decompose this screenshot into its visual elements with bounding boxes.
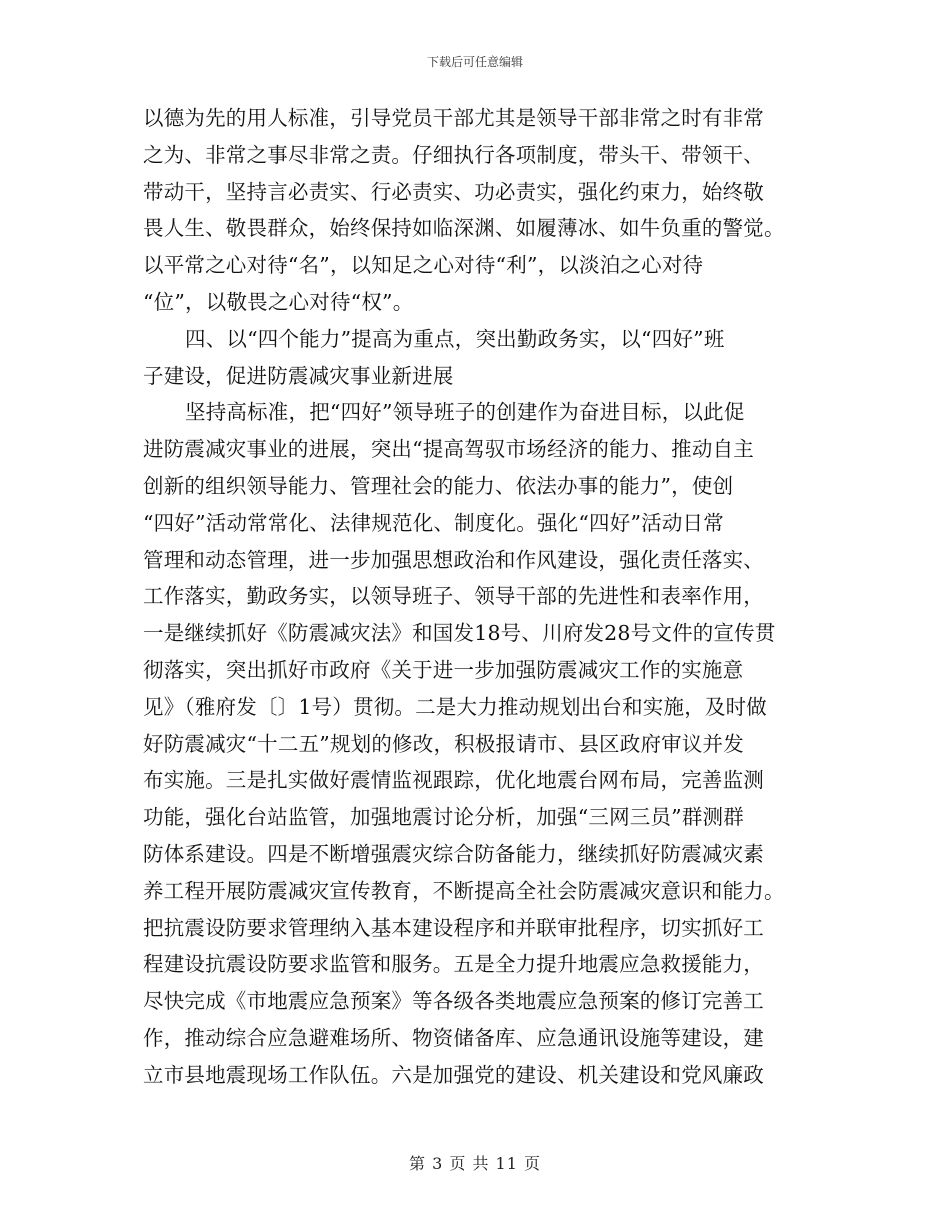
text-line: “四好”活动常常化、法律规范化、制度化。强化“四好”活动日常: [143, 510, 724, 535]
document-body: [143, 100, 807, 1094]
text-line: 彻落实，突出抓好市政府《关于进一步加强防震减灾工作的实施意: [143, 657, 744, 682]
section-heading-line: 子建设，促进防震减灾事业新进展: [143, 363, 454, 388]
text-line: 养工程开展防震减灾宣传教育，不断提高全社会防震减灾意识和能力。: [143, 878, 785, 903]
page-header: 下载后可任意编辑: [426, 55, 523, 69]
text-line: 立市县地震现场工作队伍。六是加强党的建设、机关建设和党风廉政: [143, 1062, 764, 1087]
text-line: 功能，强化台站监管，加强地震讨论分析，加强“三网三员”群测群: [143, 805, 744, 830]
section-heading-line: 四、以“四个能力”提高为重点，突出勤政务实，以“四好”班: [185, 326, 725, 351]
page-number: 第 3 页 共 11 页: [409, 1154, 541, 1173]
text-line: 畏人生、敬畏群众，始终保持如临深渊、如履薄冰、如牛负重的警觉。: [143, 216, 785, 241]
text-line: 管理和动态管理，进一步加强思想政治和作风建设，强化责任落实、: [143, 547, 764, 572]
text-line: 见》（雅府发〔〕1号）贯彻。二是大力推动规划出台和实施，及时做: [143, 694, 767, 719]
text-line: “位”，以敬畏之心对待“权”。: [143, 289, 414, 314]
text-line: 之为、非常之事尽非常之责。仔细执行各项制度，带头干、带领干、: [143, 142, 764, 167]
text-line: 作，推动综合应急避难场所、物资储备库、应急通讯设施等建设，建: [143, 1025, 764, 1050]
text-line: 坚持高标准，把“四好”领导班子的创建作为奋进目标，以此促: [185, 400, 745, 425]
text-line: 进防震减灾事业的进展，突出“提高驾驭市场经济的能力、推动自主: [143, 437, 754, 462]
text-line: 尽快完成《市地震应急预案》等各级各类地震应急预案的修订完善工: [143, 989, 764, 1014]
text-line: 布实施。三是扎实做好震情监视跟踪，优化地震台网布局，完善监测: [143, 768, 764, 793]
text-line: 带动干，坚持言必责实、行必责实、功必责实，强化约束力，始终敬: [143, 179, 764, 204]
text-line: 把抗震设防要求管理纳入基本建设程序和并联审批程序，切实抓好工: [143, 915, 764, 940]
text-line: 程建设抗震设防要求监管和服务。五是全力提升地震应急救援能力，: [143, 952, 764, 977]
text-line: 工作落实，勤政务实，以领导班子、领导干部的先进性和表率作用，: [143, 584, 764, 609]
text-line: 以平常之心对待“名”，以知足之心对待“利”，以淡泊之心对待: [143, 253, 704, 278]
text-line: 防体系建设。四是不断增强震灾综合防备能力，继续抓好防震减灾素: [143, 841, 764, 866]
text-line: 好防震减灾“十二五”规划的修改，积极报请市、县区政府审议并发: [143, 731, 744, 756]
text-line: 以德为先的用人标准，引导党员干部尤其是领导干部非常之时有非常: [143, 106, 764, 130]
text-line: 一是继续抓好《防震减灾法》和国发18号、川府发28号文件的宣传贯: [143, 621, 776, 646]
text-line: 创新的组织领导能力、管理社会的能力、依法办事的能力”，使创: [143, 473, 734, 498]
